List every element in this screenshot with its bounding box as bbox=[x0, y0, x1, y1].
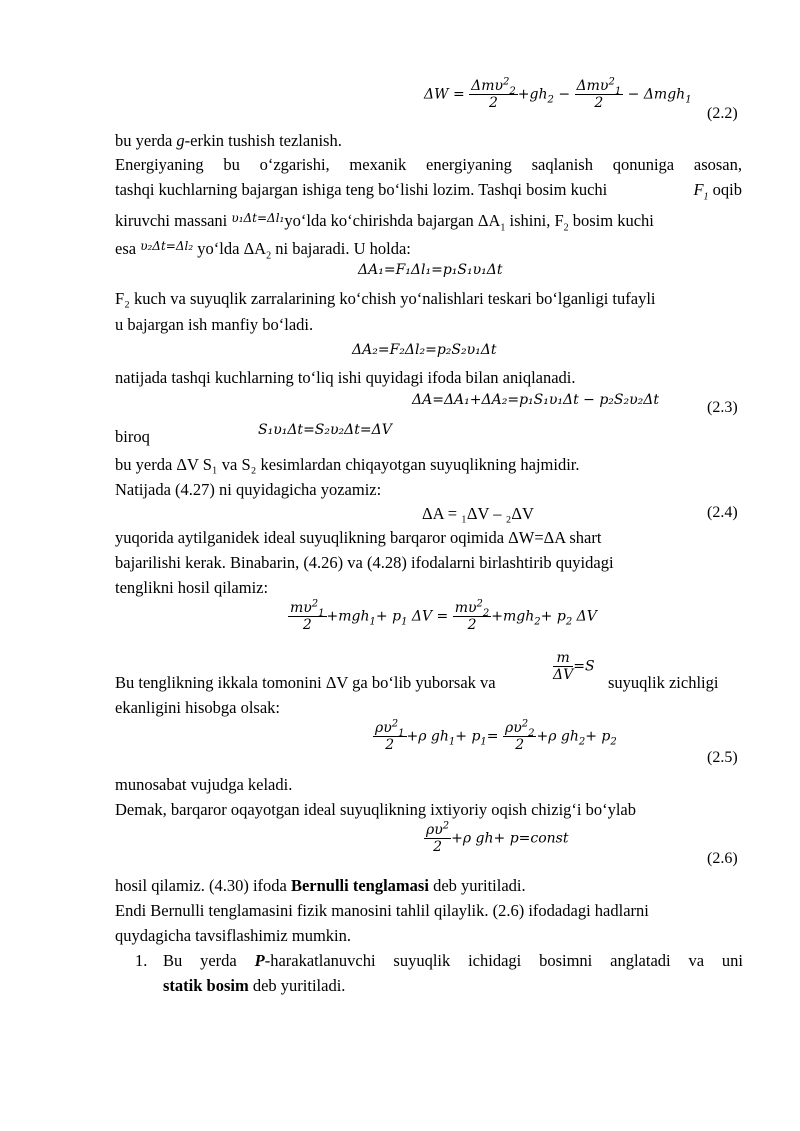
bold-term: Bernulli tenglamasi bbox=[290, 876, 429, 895]
list-item-cont: statik bosim deb yuritiladi. bbox=[163, 976, 346, 995]
paragraph-line: Demak, barqaror oqayotgan ideal suyuqlikning ixtiyoriy oqish chizig‘i bo‘ylab bbox=[115, 800, 637, 819]
inline-math: υ₂Δt=Δl₂ bbox=[140, 239, 194, 253]
bold-term: statik bosim bbox=[163, 976, 249, 995]
fraction: $\frac{m\upsilon^2_1}{2}$ bbox=[290, 598, 325, 633]
equation-number: (2.6) bbox=[707, 850, 738, 867]
equation-a1: ΔA₁=F₁Δl₁=p₁S₁υ₁Δt bbox=[358, 262, 503, 278]
paragraph-line: Endi Bernulli tenglamasini fizik manosini tahlil qilaylik. (2.6) ifodadagi hadlarni bbox=[115, 901, 649, 920]
paragraph-line: quydagicha tavsiflashimiz mumkin. bbox=[115, 926, 351, 945]
paragraph-line: Bu tenglikning ikkala tomonini ΔV ga bo‘lib yuborsak va bbox=[115, 673, 496, 692]
paragraph-line: munosabat vujudga keladi. bbox=[115, 775, 293, 794]
paragraph-line: hosil qilamiz. (4.30) ifoda Bernulli tenglamasi deb yuritiladi. bbox=[115, 876, 526, 895]
paragraph-line: F₂ kuch va suyuqlik zarralarining ko‘chish yo‘nalishlari teskari bo‘lganligi tufayli bbox=[115, 289, 656, 308]
paragraph-line: bajarilishi kerak. Binabarin, (4.26) va (4.28) ifodalarni birlashtirib quyidagi bbox=[115, 553, 614, 572]
fraction: $\frac{\Delta m\upsilon^2_2}{2}$ bbox=[471, 76, 516, 111]
fraction: $\frac{m\upsilon^2_2}{2}$ bbox=[454, 598, 490, 633]
inline-fraction: $\frac{m}{\Delta V}$ =S bbox=[553, 650, 595, 683]
inline-math: υ₁Δt=Δl₁ bbox=[231, 211, 285, 225]
paragraph-line: Energiyaning bu o‘zgarishi, mexanik energiyaning saqlanish qonuniga asosan, bbox=[115, 155, 742, 174]
paragraph-line: kiruvchi massani $^{\upsilon_1\Delta t=\Delta l_1}$yo‘lda ko‘chirishda bajargan $\Delta A_1$ ishini, $F_2$ bosim kuchi bbox=[115, 211, 654, 234]
equation-2-2: ΔW = $\frac{\Delta m\upsilon^2_2}{2}$ $+gh_2$ − $\frac{\Delta m\upsilon^2_1}{2}$ − Δmgh$_1$ bbox=[424, 76, 692, 111]
equation-2-3: ΔA=ΔA₁+ΔA₂=p₁S₁υ₁Δt − p₂S₂υ₂Δt bbox=[412, 392, 659, 408]
fraction: $\frac{\rho\upsilon^2_1}{2}$ bbox=[375, 718, 405, 753]
equation-number: (2.2) bbox=[707, 105, 738, 122]
fraction: $\frac{\rho\upsilon^2}{2}$ bbox=[426, 820, 450, 855]
list-item: Bu yerda P-harakatlanuvchi suyuqlik ichidagi bosimni anglatadi va uni bbox=[163, 951, 743, 970]
equation-energy-balance: $\frac{m\upsilon^2_1}{2}$ $+mgh_1+ p_1$ ΔV = $\frac{m\upsilon^2_2}{2}$ $+mgh_2+ p_2$ ΔV bbox=[290, 598, 597, 633]
paragraph-line: tenglikni hosil qilamiz: bbox=[115, 578, 269, 597]
equation-2-5: $\frac{\rho\upsilon^2_1}{2}$ +ρ $gh_1+ p_1=$ $\frac{\rho\upsilon^2_2}{2}$ +ρ $gh_2+ p_2$ bbox=[375, 718, 617, 753]
equation-a2: ΔA₂=F₂Δl₂=p₂S₂υ₁Δt bbox=[352, 342, 497, 358]
paragraph-line: esa $^{\upsilon_2\Delta t=\Delta l_2}$ yo‘lda $\Delta A_2$ ni bajaradi. U holda: bbox=[115, 239, 411, 262]
equation-number: (2.5) bbox=[707, 749, 738, 766]
paragraph-line: natijada tashqi kuchlarning to‘liq ishi quyidagi ifoda bilan aniqlanadi. bbox=[115, 368, 576, 387]
equation-inline: S₁υ₁Δt=S₂υ₂Δt=ΔV bbox=[258, 422, 392, 438]
eq-lhs: ΔW = bbox=[424, 86, 465, 103]
fraction: $\frac{\Delta m\upsilon^2_1}{2}$ bbox=[576, 76, 622, 111]
paragraph-line: suyuqlik zichligi bbox=[608, 673, 719, 692]
paragraph-line: bu yerda ΔV S₁ va S₂ kesimlardan chiqayotgan suyuqlikning hajmidir. bbox=[115, 455, 580, 474]
paragraph-line: u bajargan ish manfiy bo‘ladi. bbox=[115, 315, 314, 334]
paragraph-line: bu yerda g-erkin tushish tezlanish. bbox=[115, 131, 342, 150]
paragraph-label: biroq bbox=[115, 427, 150, 446]
equation-2-6: $\frac{\rho\upsilon^2}{2}$ +ρ gh+ p=const bbox=[426, 820, 569, 855]
equation-number: (2.3) bbox=[707, 399, 738, 416]
list-item-number: 1. bbox=[135, 951, 148, 970]
paragraph-line: Natijada (4.27) ni quyidagicha yozamiz: bbox=[115, 480, 382, 499]
equation-2-4: ΔA = ₁ΔV – ₂ΔV bbox=[422, 504, 534, 523]
fraction: $\frac{\rho\upsilon^2_2}{2}$ bbox=[504, 718, 535, 753]
paragraph-line: ekanligini hisobga olsak: bbox=[115, 698, 280, 717]
paragraph-line: yuqorida aytilganidek ideal suyuqlikning barqaror oqimida ΔW=ΔA shart bbox=[115, 528, 602, 547]
equation-number: (2.4) bbox=[707, 504, 738, 521]
paragraph-line: tashqi kuchlarning bajargan ishiga teng bo‘lishi lozim. Tashqi bosim kuchi $F_1$ oqib bbox=[115, 180, 742, 203]
